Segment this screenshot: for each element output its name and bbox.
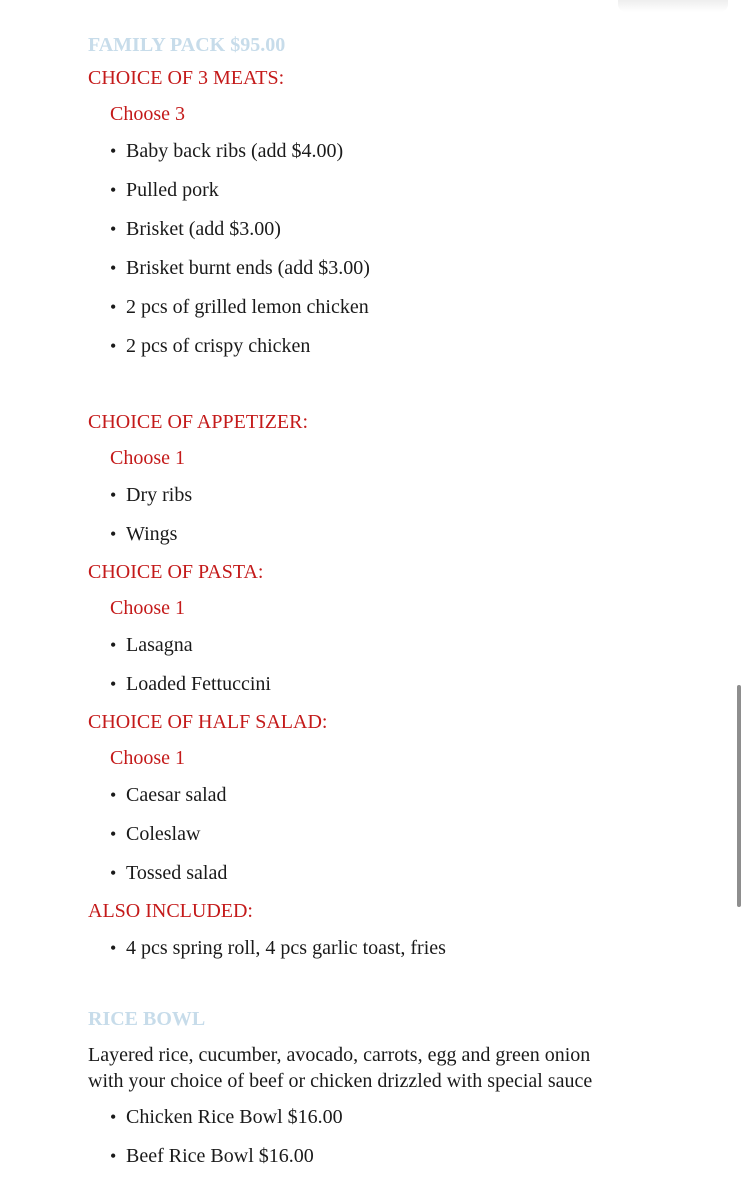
list-item [110,515,708,554]
list-item [110,132,708,171]
bullet-icon: • [110,141,117,161]
scrollbar[interactable] [737,685,741,907]
list-item-label: Beef Rice Bowl $16.00 [126,1145,314,1167]
pasta-choose-note: Choose 1 [110,597,185,619]
list-item [110,626,708,665]
bullet-icon: • [110,219,117,239]
appetizer-choose-note: Choose 1 [110,447,185,469]
bullet-icon: • [110,1107,117,1127]
section-spacer [88,366,708,404]
list-item-label: Baby back ribs (add $4.00) [126,140,344,162]
meats-choose-note: Choose 3 [110,103,185,125]
list-item [110,210,708,249]
list-item-label: Dry ribs [126,484,193,506]
list-item [110,327,708,366]
list-item-label: Brisket burnt ends (add $3.00) [126,257,370,279]
rice-bowl-title: RICE BOWL [88,1008,206,1030]
list-item-label: Coleslaw [126,823,201,845]
bullet-icon: • [110,635,117,655]
list-item-label: Loaded Fettuccini [126,673,271,695]
bullet-icon: • [110,485,117,505]
meats-list [88,132,708,366]
title-spacer [88,1034,708,1042]
top-fade [618,0,728,12]
meats-heading: CHOICE OF 3 MEATS: [88,67,285,89]
rice-bowl-description-line1: Layered rice, cucumber, avocado, carrots, egg and green onion [88,1044,591,1066]
appetizer-heading: CHOICE OF APPETIZER: [88,411,309,433]
bullet-icon: • [110,524,117,544]
list-item [110,854,708,893]
appetizer-list [88,476,708,554]
pasta-heading: CHOICE OF PASTA: [88,561,264,583]
bullet-icon: • [110,336,117,356]
list-item-label: Lasagna [126,634,193,656]
bullet-icon: • [110,938,117,958]
list-item [110,476,708,515]
menu-content [88,30,708,1176]
list-item-label: Caesar salad [126,784,227,806]
family-pack-title: FAMILY PACK $95.00 [88,34,286,56]
list-item [110,1137,708,1176]
list-item-label: Wings [126,523,178,545]
bullet-icon: • [110,180,117,200]
list-item [110,1098,708,1137]
list-item-label: 4 pcs spring roll, 4 pcs garlic toast, fries [126,937,446,959]
list-item-label: Pulled pork [126,179,219,201]
bullet-icon: • [110,785,117,805]
rice-bowl-description-line2: with your choice of beef or chicken drizzled with special sauce [88,1070,593,1092]
list-item-label: 2 pcs of grilled lemon chicken [126,296,369,318]
included-heading: ALSO INCLUDED: [88,900,253,922]
salad-list [88,776,708,893]
bullet-icon: • [110,258,117,278]
list-item [110,929,708,968]
rice-bowl-list [88,1098,708,1176]
list-item [110,171,708,210]
list-item-label: Chicken Rice Bowl $16.00 [126,1106,343,1128]
section-spacer [88,968,708,1004]
bullet-icon: • [110,863,117,883]
bullet-icon: • [110,1146,117,1166]
list-item [110,249,708,288]
bullet-icon: • [110,297,117,317]
list-item [110,815,708,854]
list-item-label: 2 pcs of crispy chicken [126,335,311,357]
salad-heading: CHOICE OF HALF SALAD: [88,711,328,733]
list-item-label: Tossed salad [126,862,228,884]
list-item-label: Brisket (add $3.00) [126,218,281,240]
bullet-icon: • [110,674,117,694]
salad-choose-note: Choose 1 [110,747,185,769]
list-item [110,776,708,815]
included-list [88,929,708,968]
list-item [110,665,708,704]
bullet-icon: • [110,824,117,844]
list-item [110,288,708,327]
pasta-list [88,626,708,704]
